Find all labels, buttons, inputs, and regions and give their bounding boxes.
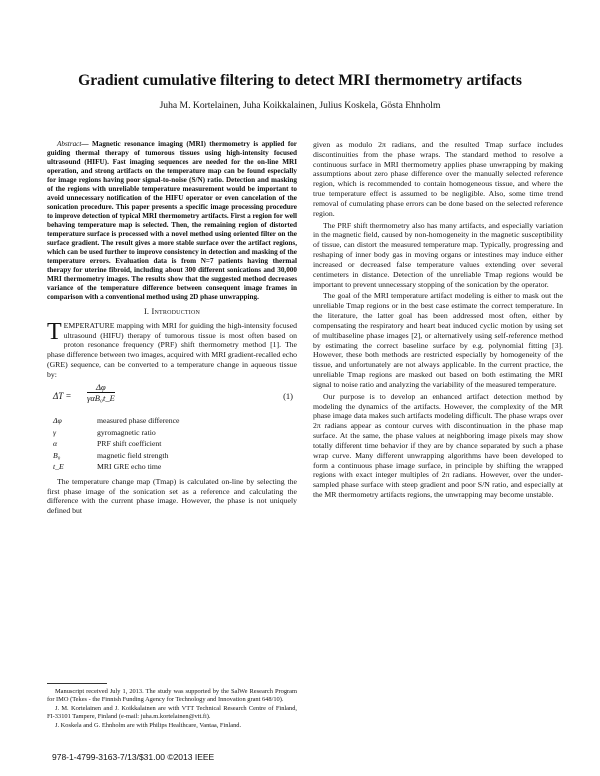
equation-number: (1) <box>283 390 293 401</box>
left-column <box>47 140 297 518</box>
author-list: Juha M. Kortelainen, Juha Koikkalainen, Julius Koskela, Gösta Ehnholm <box>159 100 441 111</box>
intro-paragraph-1-text: EMPERATURE mapping with MRI for guiding the high-intensity focused ultrasound (HIFU) therapy of tumorous tissue is most often based on proton resonance frequency (PRF) shift thermometry method [1]. The phase difference between two images, acquired with MRI gradient-recalled echo (GRE) sequence, can be converted to a temperature change in aqueous tissue by: <box>47 320 297 379</box>
abstract <box>47 140 297 302</box>
symbol-description: measured phase difference <box>97 416 180 426</box>
symbol-description: MRI GRE echo time <box>97 462 162 472</box>
intro-paragraph-2: The temperature change map (Tmap) is calculated on-line by selecting the first phase image of the sonication set as a reference and calculating the difference with the current phase image. However, the phase is not uniquely defined but <box>47 476 297 516</box>
equation-numerator: Δφ <box>87 382 115 394</box>
symbol-row <box>53 461 179 472</box>
right-paragraph-1: given as modulo 2π radians, and the resulted Tmap surface includes discontinuities from the phase wraps. The standard method to resolve a continuous surface in MRI thermometry applies phase unwrapping by making assumptions about zero phase difference over the manually selected reference region, which is recommended to contain homogeneous tissue, and where the true temperature effect is assumed to be negligible. Also, some time trend removal of cumulating phase errors can be done based on the selected reference region. <box>313 140 563 218</box>
symbol-description: gyromagnetic ratio <box>97 427 156 437</box>
symbol: α <box>53 439 58 449</box>
symbol-row <box>53 450 179 461</box>
equation-1 <box>47 382 297 412</box>
footnote: J. Koskela and G. Ehnholm are with Philips Healthcare, Vantaa, Finland. <box>55 722 242 729</box>
section-number: I. <box>143 307 150 316</box>
footnotes <box>47 688 297 731</box>
symbol-table <box>53 416 179 473</box>
section-title: Introduction <box>151 307 201 316</box>
symbol-row <box>53 427 179 438</box>
symbol-row <box>53 416 179 427</box>
drop-cap: T <box>47 318 62 345</box>
copyright-line: 978-1-4799-3163-7/13/$31.00 ©2013 IEEE <box>52 752 215 762</box>
footnote-divider <box>47 683 107 684</box>
symbol: t_E <box>53 462 64 472</box>
symbol: B₀ <box>53 450 61 460</box>
symbol: γ <box>53 427 57 437</box>
right-paragraph-2: The PRF shift thermometry also has many artifacts, and especially variation in the magnetic field, caused by non-homogeneity in the magnetic susceptibility of tissue, can distort the measured temperature map. Typically, progressing and reshaping of inner body gas in moving organs or intestines may induce either increased or decreased false temperature values extending over several centimeters in distance. Detection of the unreliable Tmap regions would be important to prevent unnecessary stopping of the sonication by the operator. <box>313 220 563 289</box>
right-column <box>313 140 563 502</box>
intro-paragraph-1 <box>47 318 297 380</box>
right-paragraph-3: The goal of the MRI temperature artifact modeling is either to mask out the unreliable Tmap regions or in the best case estimate the correct temperature. In the literature, the latter goal has been addressed most often, either by compensating the respiratory and heart beat induced cyclic motion by using set of multibaseline phase images [2], or alternatively using self-reference method by estimating the correct baseline surface by e.g. polynomial fitting [3]. However, these both methods are restricted especially by homogeneity of the tissue, and unfortunately are not always applicable. In the current practice, the unreliable Tmap regions are masked out based on both estimating the MRI signal to noise ratio and analyzing the variability of the measured temperature. <box>313 291 563 389</box>
symbol: Δφ <box>53 416 62 426</box>
abstract-lead: Abstract <box>57 140 82 148</box>
footnote: Manuscript received July 1, 2013. The study was supported by the SalWe Research Program for IMO (Tekes - the Finnish Funding Agency for Technology and Innovation grant 648/10). <box>47 688 297 703</box>
equation-denominator: γαB₀t_E <box>87 393 115 404</box>
paper-title: Gradient cumulative filtering to detect MRI thermometry artifacts <box>78 72 522 89</box>
right-paragraph-4: Our purpose is to develop an enhanced artifact detection method by modeling the dynamics of the artifacts. However, the complexity of the MR phase image data makes such artifacts modeling difficult. The phase wraps over 2π radians appear as contour curves with discontinuation in the phase map surface. At the same, the phase values at neighboring image pixels may show totally different time behavior if they are by chance separated by such a phase wrap curve. Many different unwrapping algorithms have been developed to form a continuous phase image surface, in principle by shifting the wrapped regions with exact integer multiples of 2π radians. However, over the under-sampled phase surface with steep gradient and poor S/N ratio, and especially at the MR thermometry artifacts regions, the unwrapping may become unstable. <box>313 391 563 499</box>
symbol-description: PRF shift coefficient <box>97 439 162 449</box>
equation-lhs: ΔT = <box>53 390 72 401</box>
abstract-text: — Magnetic resonance imaging (MRI) thermometry is applied for guiding thermal therapy of tumorous tissues using high-intensity focused ultrasound (HIFU). Fast imaging sequences are needed for the on-line MRI operation, and strong artifacts on the temperature map can be found especially for image regions having poor signal-to-noise (S/N) ratio. Detection and masking of the regions with unreliable temperature measurement would be important to avoid unnecessary notification of the HIFU operator or even cancelation of the sonication procedure. This paper presents a specific image processing procedure to improve detection of typical MRI thermometry artifacts. First a region for well behaving temperature map is selected. Then, the remaining region of distorted temperature surface is processed with a novel method using oriented filter on the surface gradient. The result gives a more stable surface over the artifact regions, which can be used further to improve consistency in detection and masking of the temperature errors. Evaluation data is from N=7 patients having thermal therapy for uterine fibroid, including about 300 different sonications and 30,000 MRI thermometry images. The results show that the suggested method decreases variance of the temperature difference between consequent image frames in comparison with a conventional method using 2D phase unwrapping. <box>47 140 297 301</box>
symbol-description: magnetic field strength <box>97 450 169 460</box>
symbol-row <box>53 438 179 449</box>
equation-fraction <box>87 382 115 405</box>
section-heading <box>47 307 297 318</box>
footnote: J. M. Kortelainen and J. Koikkalainen are with VTT Technical Research Centre of Finland, FI-33101 Tampere, Finland (e-mail: juha.m.kortelainen@vtt.fi). <box>47 705 297 720</box>
